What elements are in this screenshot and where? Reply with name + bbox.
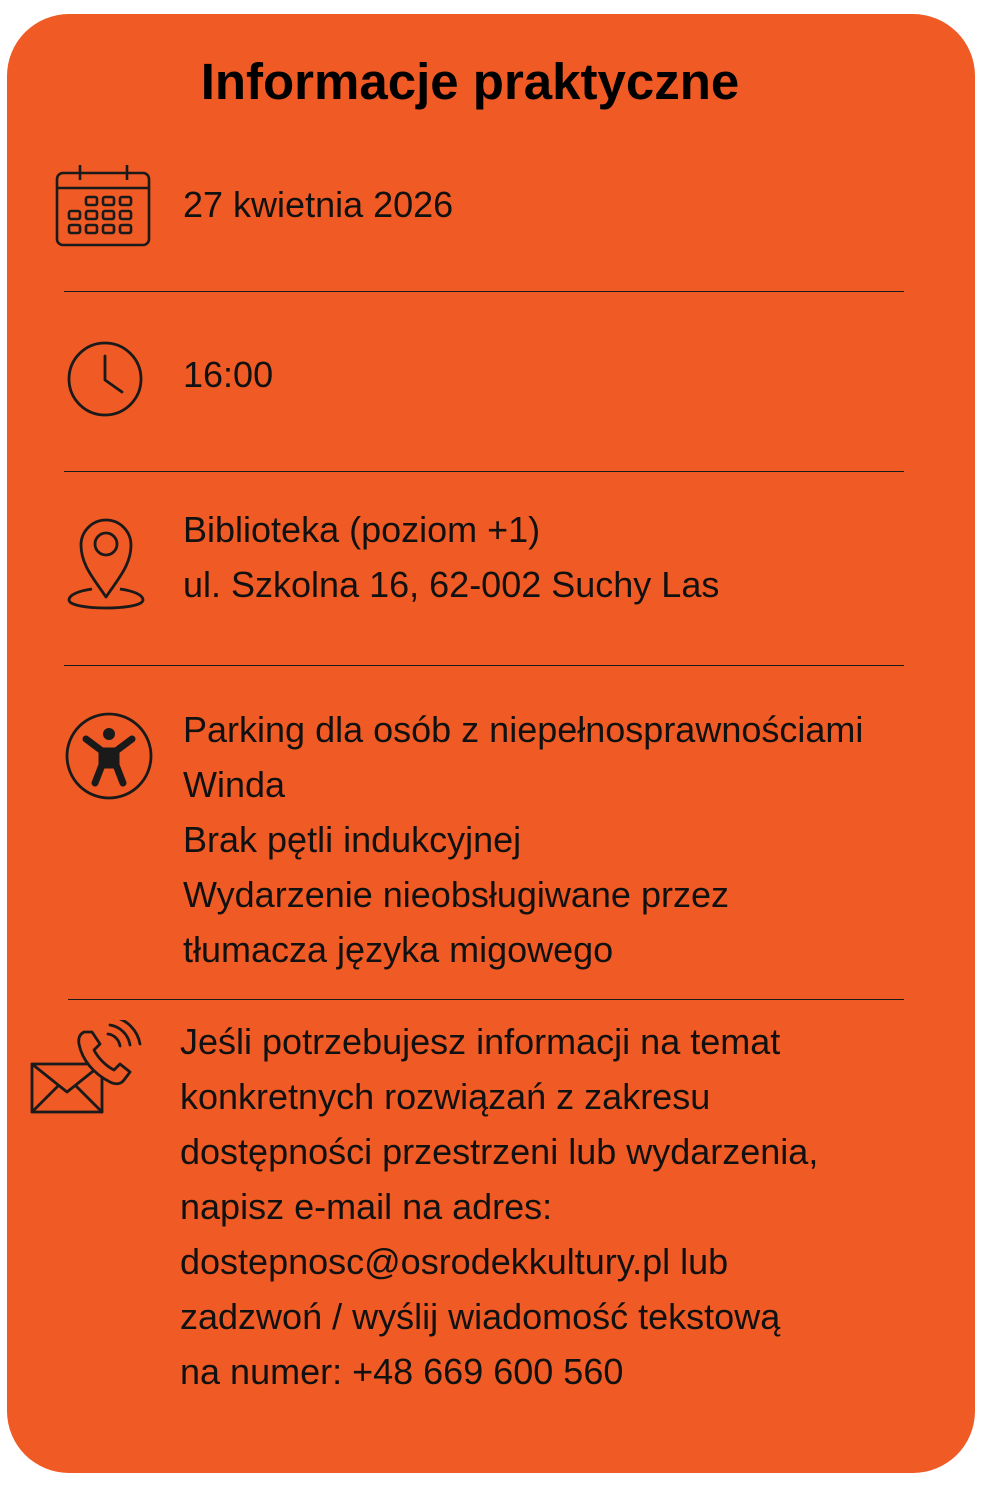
location-pin-icon xyxy=(64,515,148,611)
accessibility-sign-language-2: tłumacza języka migowego xyxy=(183,929,614,970)
location-venue: Biblioteka (poziom +1) xyxy=(183,509,541,550)
accessibility-parking: Parking dla osób z niepełnosprawnościami xyxy=(183,709,864,750)
event-date-text: 27 kwietnia 2026 xyxy=(183,184,454,225)
event-time xyxy=(183,347,273,402)
calendar-icon xyxy=(55,163,153,249)
page-title: Informacje praktyczne xyxy=(200,53,740,110)
contact-info xyxy=(180,1014,818,1399)
accessibility-elevator: Winda xyxy=(183,764,286,805)
event-location xyxy=(183,502,719,612)
contact-line: Jeśli potrzebujesz informacji na temat xyxy=(180,1021,781,1062)
location-address: ul. Szkolna 16, 62-002 Suchy Las xyxy=(183,564,720,605)
accessibility-info xyxy=(183,702,863,977)
contact-line: zadzwoń / wyślij wiadomość tekstową xyxy=(180,1296,781,1337)
contact-email: dostepnosc@osrodekkultury.pl lub xyxy=(180,1241,729,1282)
event-date xyxy=(183,177,453,232)
accessibility-icon xyxy=(64,711,154,801)
mail-phone-icon xyxy=(28,1020,152,1116)
accessibility-induction-loop: Brak pętli indukcyjnej xyxy=(183,819,522,860)
divider xyxy=(68,999,904,1000)
contact-line: napisz e-mail na adres: xyxy=(180,1186,553,1227)
contact-line: dostępności przestrzeni lub wydarzenia, xyxy=(180,1131,819,1172)
clock-icon xyxy=(66,340,144,418)
divider xyxy=(64,291,904,292)
accessibility-sign-language-1: Wydarzenie nieobsługiwane przez xyxy=(183,874,729,915)
divider xyxy=(64,665,904,666)
divider xyxy=(64,471,904,472)
contact-phone: na numer: +48 669 600 560 xyxy=(180,1351,624,1392)
event-time-text: 16:00 xyxy=(183,354,274,395)
contact-line: konkretnych rozwiązań z zakresu xyxy=(180,1076,711,1117)
